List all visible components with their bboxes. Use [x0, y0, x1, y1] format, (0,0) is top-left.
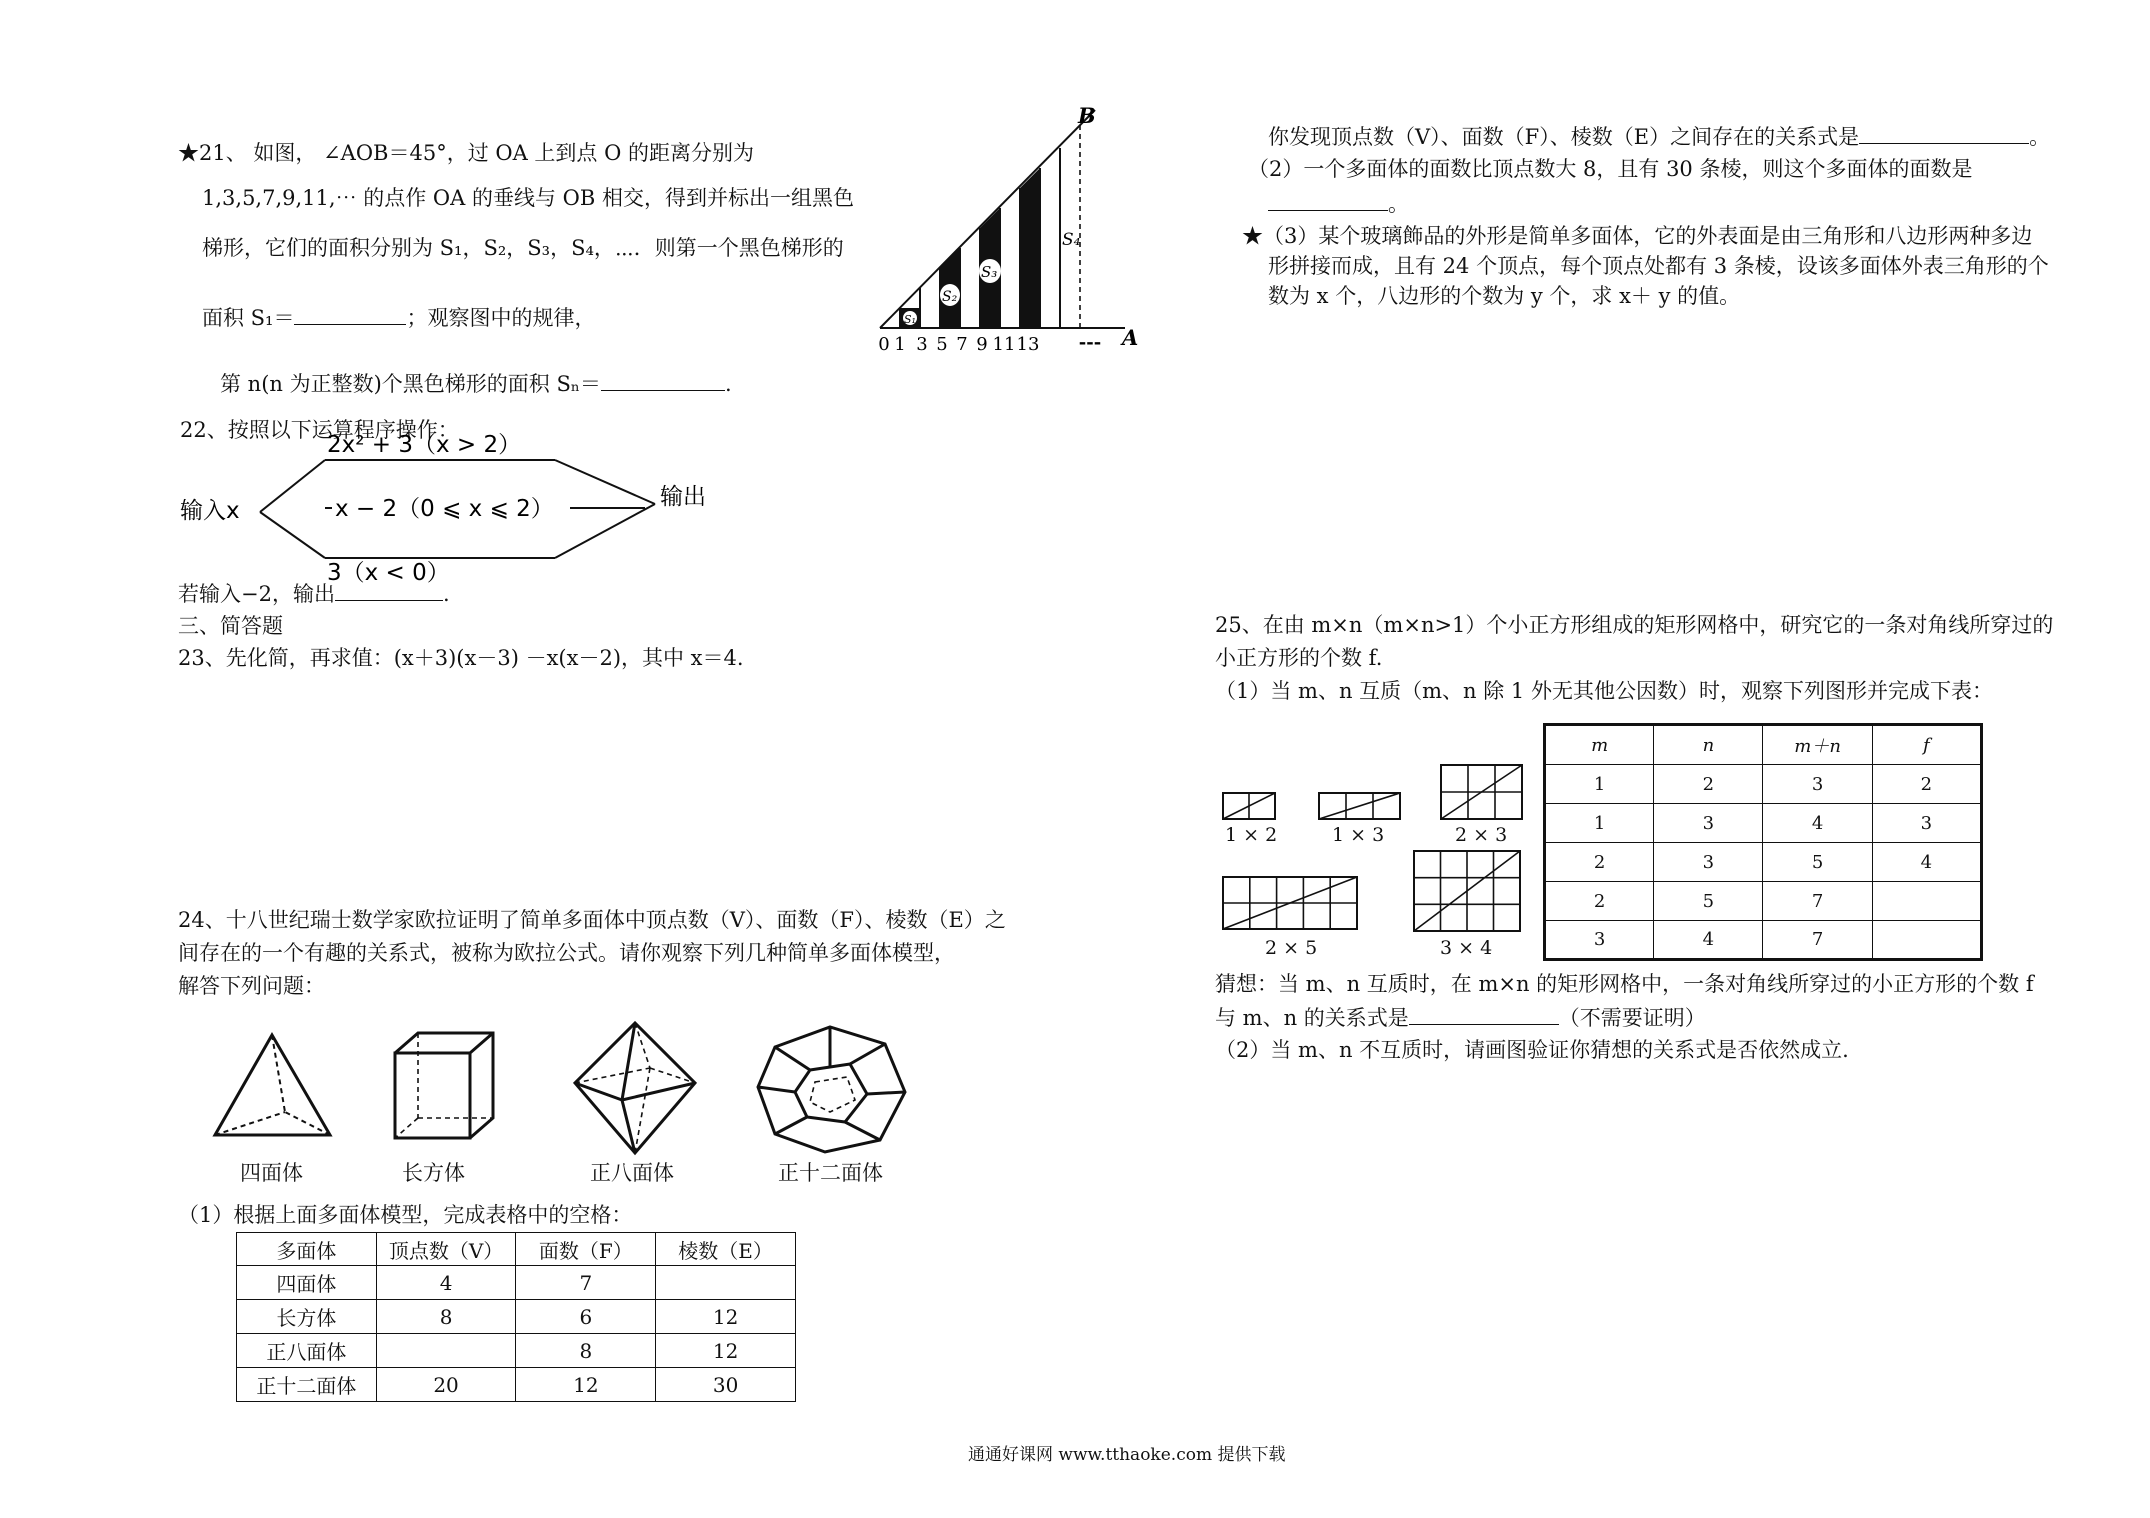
grid-3x4 — [1413, 850, 1523, 934]
table-row — [237, 1368, 796, 1402]
table-cell: 12 — [656, 1300, 796, 1334]
grid-2x5 — [1222, 876, 1360, 932]
q24-part1: （1）根据上面多面体模型，完成表格中的空格： — [178, 1203, 633, 1227]
q24-part2-end: 。 — [1388, 192, 1409, 216]
table-cell: 正八面体 — [237, 1334, 377, 1368]
grid-diagonal-table — [1543, 723, 1983, 961]
q21-line4-rest: ；观察图中的规律， — [406, 306, 596, 330]
q22-answer-blank[interactable] — [335, 578, 443, 601]
table-row — [1545, 921, 1982, 960]
dodecahedron-figure — [755, 1022, 910, 1157]
tetrahedron-label: 四面体 — [240, 1161, 303, 1185]
col-header: f — [1872, 725, 1981, 765]
point-b-label: B — [1078, 103, 1096, 128]
q24-part2: （2）一个多面体的面数比顶点数大 8，且有 30 条棱，则这个多面体的面数是 — [1248, 157, 1973, 181]
table-cell: 1 — [1545, 804, 1654, 843]
table-header-row — [1545, 725, 1982, 765]
tick-label: 13 — [1016, 334, 1040, 355]
q25-line1: 25、在由 m×n（m×n>1）个小正方形组成的矩形网格中，研究它的一条对角线所穿过的 — [1215, 613, 2054, 637]
q21-line4 — [202, 302, 595, 333]
col-header: 顶点数（V） — [376, 1233, 516, 1266]
q22-ask — [178, 578, 450, 609]
flow-branch-3: 3（x < 0） — [327, 560, 450, 586]
grid-label-2x3: 2 × 3 — [1455, 824, 1508, 846]
q24-euler-end: 。 — [2029, 125, 2051, 149]
q23-text: 23、先化简，再求值：(x＋3)(x－3) －x(x－2)，其中 x＝4. — [178, 646, 744, 670]
q21-sn-blank[interactable] — [601, 368, 725, 391]
q22-ask-label: 若输入−2，输出 — [178, 582, 335, 606]
table-cell: 四面体 — [237, 1266, 377, 1300]
table-cell: 长方体 — [237, 1300, 377, 1334]
q22-ask-end: . — [442, 582, 450, 606]
table-cell: 3 — [1654, 843, 1763, 882]
table-cell: 5 — [1654, 882, 1763, 921]
q21-line3: 梯形，它们的面积分别为 S₁，S₂，S₃，S₄，⋯．则第一个黑色梯形的 — [202, 236, 844, 260]
table-cell: 正十二面体 — [237, 1368, 377, 1402]
tick-label: 7 — [956, 334, 968, 355]
table-cell: 1 — [1545, 765, 1654, 804]
tick-label: 11 — [992, 334, 1016, 355]
tick-label: 5 — [936, 334, 948, 355]
table-cell-blank[interactable] — [1872, 882, 1981, 921]
section-3-heading: 三、简答题 — [178, 614, 283, 638]
q25-part2: （2）当 m、n 不互质时，请画图验证你猜想的关系式是否依然成立. — [1215, 1038, 1849, 1062]
q24-part2-answer — [1268, 188, 1409, 219]
col-header: 面数（F） — [516, 1233, 656, 1266]
q24-euler-relation — [1268, 121, 2050, 152]
cuboid-figure — [390, 1028, 500, 1148]
table-cell: 2 — [1545, 882, 1654, 921]
q25-line2: 小正方形的个数 f. — [1215, 646, 1383, 670]
table-cell-blank[interactable] — [656, 1266, 796, 1300]
shape-label-s4: S₄ — [1062, 230, 1081, 250]
point-a-label: A — [1122, 325, 1139, 350]
table-row — [1545, 804, 1982, 843]
q25-guess-line2 — [1215, 1002, 1706, 1033]
table-row — [237, 1266, 796, 1300]
cuboid-label: 长方体 — [402, 1161, 465, 1185]
q21-s1-label: 面积 S₁＝ — [202, 306, 295, 330]
table-header-row — [237, 1233, 796, 1266]
tick-label: 3 — [916, 334, 928, 355]
grid-label-1x3: 1 × 3 — [1332, 824, 1385, 846]
table-cell: 20 — [376, 1368, 516, 1402]
grid-label-3x4: 3 × 4 — [1440, 937, 1493, 959]
col-header: 棱数（E） — [656, 1233, 796, 1266]
table-cell: 7 — [1763, 921, 1872, 960]
shape-label-s1: S₁ — [904, 313, 916, 326]
q21-line1: ★21、 如图， ∠AOB＝45°，过 OA 上到点 O 的距离分别为 — [178, 141, 755, 165]
table-cell-blank[interactable] — [376, 1334, 516, 1368]
table-cell: 7 — [516, 1266, 656, 1300]
grid-label-2x5: 2 × 5 — [1265, 937, 1318, 959]
table-row — [1545, 765, 1982, 804]
q21-line5-end: . — [724, 372, 732, 396]
table-cell: 3 — [1545, 921, 1654, 960]
table-cell: 3 — [1872, 804, 1981, 843]
tick-dots: --- — [1078, 332, 1102, 353]
table-cell: 4 — [1763, 804, 1872, 843]
q25-part1: （1）当 m、n 互质（m、n 除 1 外无其他公因数）时，观察下列图形并完成下表： — [1215, 679, 1993, 703]
q24-line2: 间存在的一个有趣的关系式，被称为欧拉公式。请你观察下列几种简单多面体模型， — [178, 941, 955, 965]
tick-label: 0 — [878, 334, 890, 355]
table-cell: 2 — [1654, 765, 1763, 804]
q21-trapezoid-figure — [880, 105, 1140, 355]
col-header: m — [1545, 725, 1654, 765]
table-cell: 7 — [1763, 882, 1872, 921]
tick-label: 9 — [976, 334, 988, 355]
q24-faces-blank[interactable] — [1268, 188, 1388, 211]
table-cell: 8 — [376, 1300, 516, 1334]
table-cell: 6 — [516, 1300, 656, 1334]
q25-guess-blank[interactable] — [1409, 1002, 1559, 1025]
table-cell: 3 — [1763, 765, 1872, 804]
table-cell: 2 — [1545, 843, 1654, 882]
shape-label-s3: S₃ — [981, 263, 998, 281]
grid-1x3 — [1318, 792, 1404, 822]
table-row — [237, 1334, 796, 1368]
table-cell: 8 — [516, 1334, 656, 1368]
table-row — [1545, 843, 1982, 882]
table-cell: 4 — [1654, 921, 1763, 960]
shape-label-s2: S₂ — [942, 289, 958, 305]
q25-guess-line1: 猜想：当 m、n 互质时，在 m×n 的矩形网格中，一条对角线所穿过的小正方形的个数 f — [1215, 972, 2034, 996]
q24-line3: 解答下列问题： — [178, 974, 325, 998]
tetrahedron-figure — [210, 1030, 335, 1145]
table-cell: 12 — [516, 1368, 656, 1402]
q25-guess-text: 与 m、n 的关系式是 — [1215, 1006, 1409, 1030]
q21-line2: 1,3,5,7,9,11,⋯ 的点作 OA 的垂线与 OB 相交，得到并标出一组黑色 — [202, 186, 854, 210]
flow-output-label: 输出 — [660, 484, 706, 510]
tick-label: 1 — [894, 334, 906, 355]
q21-sn-label: 第 n(n 为正整数)个黑色梯形的面积 Sₙ＝ — [220, 372, 601, 396]
table-cell: 5 — [1763, 843, 1872, 882]
octahedron-label: 正八面体 — [590, 1161, 674, 1185]
q22-title: 22、按照以下运算程序操作： — [180, 418, 459, 442]
q24-euler-blank[interactable] — [1859, 121, 2029, 144]
col-header: n — [1654, 725, 1763, 765]
table-cell: 30 — [656, 1368, 796, 1402]
table-cell-blank[interactable] — [1872, 921, 1981, 960]
q21-s1-blank[interactable] — [294, 302, 406, 325]
table-cell: 12 — [656, 1334, 796, 1368]
table-row — [237, 1300, 796, 1334]
table-cell: 2 — [1872, 765, 1981, 804]
grid-label-1x2: 1 × 2 — [1225, 824, 1278, 846]
trapezoid-s4 — [1020, 168, 1040, 328]
q25-guess-note: （不需要证明） — [1558, 1006, 1706, 1030]
grid-1x2 — [1222, 792, 1278, 822]
flow-branch-2: x − 2（0 ⩽ x ⩽ 2） — [335, 496, 554, 522]
table-cell: 4 — [1872, 843, 1981, 882]
q24-line1: 24、十八世纪瑞士数学家欧拉证明了简单多面体中顶点数（V）、面数（F）、棱数（E）之 — [178, 908, 1006, 932]
q24-part3-line1: ★（3）某个玻璃飾品的外形是简单多面体，它的外表面是由三角形和八边形两种多边 — [1242, 224, 2033, 248]
col-header: m＋n — [1763, 725, 1872, 765]
grid-2x3 — [1440, 764, 1526, 822]
q24-part3-line2: 形拼接而成，且有 24 个顶点，每个顶点处都有 3 条棱，设该多面体外表三角形的个 — [1268, 254, 2049, 278]
q21-line5 — [220, 368, 732, 399]
table-cell: 4 — [376, 1266, 516, 1300]
polyhedra-table — [236, 1232, 796, 1402]
table-cell: 3 — [1654, 804, 1763, 843]
table-row — [1545, 882, 1982, 921]
flow-input-label: 输入x — [180, 498, 240, 524]
q22-flowchart — [175, 432, 735, 586]
q24-euler-text: 你发现顶点数（V）、面数（F）、棱数（E）之间存在的关系式是 — [1268, 125, 1860, 149]
page-footer: 通通好课网 www.tthaoke.com 提供下载 — [968, 1445, 1286, 1465]
octahedron-figure — [570, 1018, 700, 1158]
col-header: 多面体 — [237, 1233, 377, 1266]
flow-branch-1: 2x² + 3（x > 2） — [327, 432, 522, 458]
dodecahedron-label: 正十二面体 — [778, 1161, 883, 1185]
q24-part3-line3: 数为 x 个，八边形的个数为 y 个，求 x＋ y 的值。 — [1268, 284, 1741, 308]
